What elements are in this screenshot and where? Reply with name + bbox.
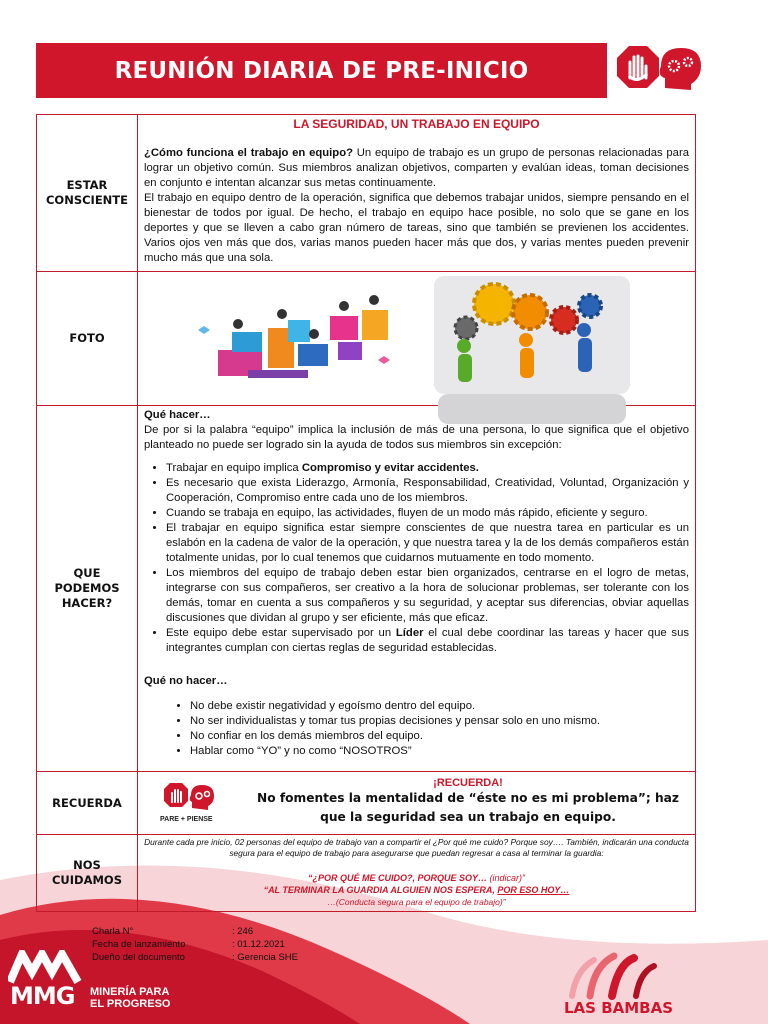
- dueno-label: Dueño del documento: [92, 952, 185, 963]
- nos-line1-a: “¿POR QUÉ ME CUIDO?,: [307, 873, 418, 883]
- paragraph-1-bold: ¿Cómo funciona el trabajo en equipo?: [144, 147, 353, 159]
- list-item: [166, 461, 689, 476]
- list-item: • Cuando se trabaja en equipo, las actividades, fluyen de un modo más rápido, eficiente y seguro.: [166, 506, 689, 521]
- row-recuerda: [37, 772, 696, 835]
- fecha-label: Fecha de lanzamiento: [92, 939, 186, 950]
- cell-foto: [138, 272, 696, 406]
- row-foto: [37, 272, 696, 406]
- label-que-line2: PODEMOS: [54, 581, 120, 595]
- que-no-hacer-list: [138, 699, 695, 759]
- las-bambas-logo-mark: [564, 950, 664, 1000]
- label-que-podemos-hacer: [37, 406, 138, 772]
- nos-intro: Durante cada pre inicio, 02 personas del equipo de trabajo van a compartir el ¿Por qué me cuido? Porque soy…. También, indicarán una conducta segura para el equipo de trabajo para asegurarse que puedan regresar a casa al terminar la guardia:: [144, 837, 689, 858]
- pare-piense-icon: [164, 782, 216, 812]
- list-item: [166, 626, 689, 656]
- nos-line1: [138, 873, 695, 883]
- charla-label: Charla N°: [92, 926, 134, 937]
- row-estar-consciente: [37, 115, 696, 272]
- gears-teamwork-illustration: [434, 276, 630, 424]
- label-recuerda: [37, 772, 138, 835]
- label-recuerda-text: RECUERDA: [52, 795, 122, 810]
- list-item: • No ser individualistas y tomar tus propias decisiones y pensar solo en uno mismo.: [190, 714, 689, 729]
- mmg-logo: [8, 950, 208, 1010]
- que-hacer-intro: De por si la palabra “equipo” implica la inclusión de más de una persona, lo que significa que el objetivo planteado no puede ser logrado sin la ayuda de todos sus miembros sin excepción:: [144, 424, 689, 451]
- list-item-bold: Líder: [395, 627, 424, 639]
- que-no-hacer-heading-text: Qué no hacer…: [144, 675, 228, 687]
- label-foto-text: FOTO: [69, 331, 105, 345]
- nos-line1-c: (indicar)”: [487, 873, 526, 883]
- recuerda-line2: que la seguridad sea un trabajo en equipo.: [320, 810, 616, 824]
- list-item-bold: Compromiso y evitar accidentes.: [301, 462, 479, 474]
- stop-think-logo: [617, 40, 707, 98]
- nos-line2-b: POR ESO HOY…: [497, 885, 570, 895]
- paragraph-1: [138, 146, 695, 191]
- mmg-tagline-2: EL PROGRESO: [90, 998, 171, 1010]
- label-estar-line1: ESTAR: [66, 178, 108, 192]
- cell-recuerda: [138, 772, 696, 835]
- que-no-hacer-heading: [138, 672, 695, 689]
- mmg-logo-text: MMG: [10, 982, 75, 1010]
- list-item-text-rest: el cual debe coordinar las tareas y hacer que sus integrantes cumplan con ciertas reglas de seguridad establecidas.: [166, 627, 689, 654]
- label-que-line1: QUE: [73, 566, 101, 580]
- list-item: • Los miembros del equipo de trabajo deben estar bien organizados, centrarse en el logro de metas, integrarse con sus compañeros, ser creativo a la hora de solucionar problemas, ser tolerante con los demás, tomar en cuenta a sus compañeros y su seguridad, y aceptar sus diferencias, obviar aquellas discusiones que dividan al grupo y ser eficiente, más que eficaz.: [166, 566, 689, 626]
- recuerda-line1: No fomentes la mentalidad de “éste no es mi problema”; haz: [257, 791, 679, 805]
- list-item: • Hablar como “YO” y no como “NOSOTROS”: [190, 744, 689, 759]
- label-que-line3: HACER?: [61, 596, 113, 610]
- label-nos-line2: CUIDAMOS: [51, 873, 122, 887]
- dueno-value: : Gerencia SHE: [232, 952, 298, 963]
- charla-value: : 246: [232, 926, 254, 937]
- fecha-value: : 01.12.2021: [232, 939, 285, 950]
- footer-row-charla: [92, 925, 298, 938]
- label-estar-line2: CONSCIENTE: [45, 193, 129, 207]
- paragraph-1-text: Un equipo de trabajo es un grupo de personas relacionadas para lograr un objetivo común. Sus miembros analizan objetivos, comparten y evalúan ideas, toman decisiones en conjunto e intentan alcanzar sus metas continuamente.: [144, 147, 690, 189]
- que-hacer-heading-text: Qué hacer…: [144, 409, 211, 421]
- teamwork-office-illustration: [178, 280, 418, 398]
- nos-line2-a: “AL TERMINAR LA GUARDIA ALGUIEN NOS ESPERA,: [263, 885, 498, 895]
- las-bambas-logo-text: LAS BAMBAS: [564, 999, 674, 1017]
- nos-line3: …(Conducta segura para el equipo de trabajo)”: [327, 897, 506, 907]
- row-nos-cuidamos: [37, 835, 696, 912]
- list-item-text: Este equipo debe estar supervisado por un: [166, 627, 396, 639]
- list-item: • No confiar en los demás miembros del equipo.: [190, 729, 689, 744]
- cell-nos-cuidamos: [138, 835, 696, 912]
- page-title-text: REUNIÓN DIARIA DE PRE-INICIO: [114, 57, 529, 84]
- list-item: • El trabajar en equipo significa estar siempre conscientes de que nuestra tarea en particular es un eslabón en la cadena de valor de la operación, y que nuestra tarea y la de los demás compañeros están totalmente unidas, por lo cual tenemos que cuidarnos mutuamente en todo momento.: [166, 521, 689, 566]
- nos-line2: [138, 885, 695, 895]
- label-foto: [37, 272, 138, 406]
- list-item: • No debe existir negatividad y egoísmo dentro del equipo.: [190, 699, 689, 714]
- list-item-text: Trabajar en equipo implica: [166, 462, 302, 474]
- label-nos-line1: NOS: [73, 858, 101, 872]
- mmg-tagline-1: MINERÍA PARA: [90, 986, 170, 998]
- content-table: [36, 114, 696, 912]
- list-item: • Es necesario que exista Liderazgo, Armonía, Responsabilidad, Creatividad, Voluntad, Organización y Cooperación, Compromiso entre cada uno de los miembros.: [166, 476, 689, 506]
- pare-piense-caption: PARE + PIENSE: [160, 816, 213, 823]
- label-nos-cuidamos: [37, 835, 138, 912]
- cell-que-podemos-hacer: [138, 406, 696, 772]
- recuerda-heading: ¡RECUERDA!: [433, 777, 503, 789]
- section-title: LA SEGURIDAD, UN TRABAJO EN EQUIPO: [293, 117, 540, 131]
- page-title: [36, 43, 607, 98]
- nos-line1-b: PORQUE SOY…: [417, 873, 487, 883]
- cell-estar-consciente: [138, 115, 696, 272]
- que-hacer-list: [138, 461, 695, 656]
- paragraph-2: El trabajo en equipo dentro de la operación, significa que debemos trabajar unidos, siempre pensando en el bienestar de todos por igual. De hecho, el trabajo en equipo hace posible, no solo que se gane en los deportes y que se lleven a cabo gran número de tareas, sino que también se previenen los accidentes. Varios ojos ven más que dos, varias manos pueden hacer más que dos, y varias mentes pueden prevenir mucho más que una sola.: [144, 192, 689, 264]
- label-estar-consciente: [37, 115, 138, 272]
- row-que-podemos-hacer: [37, 406, 696, 772]
